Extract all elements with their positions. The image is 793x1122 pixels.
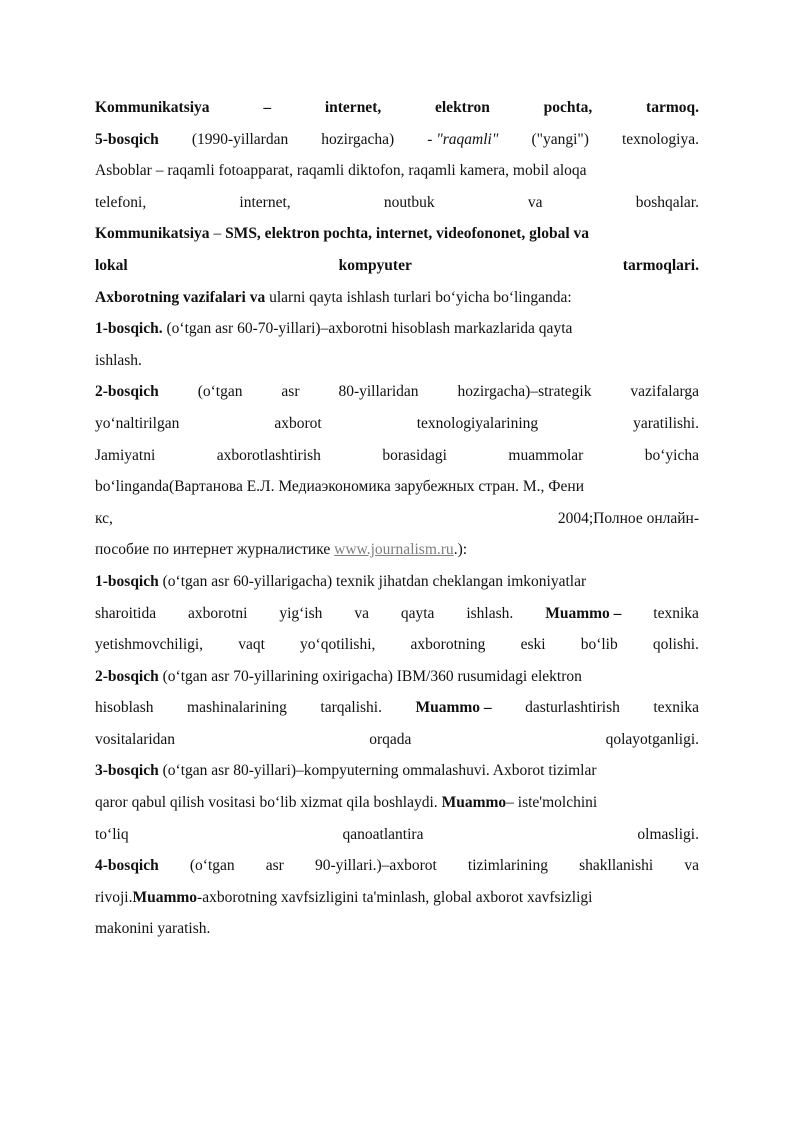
text-line xyxy=(95,692,699,724)
text-run: кс, xyxy=(95,509,113,527)
text-run: texnologiyalarining xyxy=(416,414,539,432)
document-body xyxy=(95,92,699,945)
bold-text: 4-bosqich xyxy=(95,857,159,875)
text-line xyxy=(95,534,699,566)
text-run: texnika xyxy=(653,699,699,717)
text-run: mashinalarining xyxy=(187,699,287,717)
text-run: ularni qayta ishlash turlari bo‘yicha bo‘linganda: xyxy=(265,288,572,306)
text-line xyxy=(95,440,699,472)
text-run: hozirgacha)–strategik xyxy=(457,383,592,401)
text-run: muammolar xyxy=(508,446,584,464)
text-run: .): xyxy=(453,541,468,559)
bold-text: kompyuter xyxy=(338,256,412,274)
text-run: qayta xyxy=(400,604,435,622)
text-line xyxy=(95,598,699,630)
text-run: eski xyxy=(520,636,546,654)
text-run: yo‘qotilishi, xyxy=(300,636,376,654)
text-run: axborotlashtirish xyxy=(216,446,321,464)
text-run: texnologiya. xyxy=(621,130,699,148)
text-run: qanoatlantira xyxy=(342,825,424,843)
text-run: (o‘tgan asr 60-yillarigacha) texnik jihatdan cheklangan imkoniyatlar xyxy=(158,572,587,590)
text-run: va xyxy=(354,604,369,622)
bold-text: lokal xyxy=(95,256,128,274)
bold-text: SMS, elektron pochta, internet, videofononet, global va xyxy=(225,225,590,243)
text-line xyxy=(95,819,699,851)
text-line xyxy=(95,376,699,408)
text-run: rivoji. xyxy=(95,888,133,906)
journalism-link[interactable]: www.journalism.ru xyxy=(334,541,454,559)
bold-text: – xyxy=(263,99,272,116)
text-run: yetishmovchiligi, xyxy=(95,636,204,654)
text-line xyxy=(95,471,699,503)
text-run: yig‘ish xyxy=(279,604,323,622)
text-run: asr xyxy=(281,383,300,401)
text-run: boshqalar. xyxy=(635,193,699,211)
bold-text: Kommunikatsiya xyxy=(95,225,210,243)
text-run: – xyxy=(209,225,226,243)
text-run: makonini yaratish. xyxy=(95,920,211,938)
text-run: (o‘tgan asr 80-yillari)–kompyuterning ommalashuvi. Axborot tizimlar xyxy=(158,762,597,780)
text-run: yo‘naltirilgan xyxy=(95,414,180,432)
text-run: qolishi. xyxy=(652,636,699,654)
text-line xyxy=(95,282,699,314)
text-run: hozirgacha) xyxy=(321,130,395,148)
text-run: tizimlarining xyxy=(467,857,548,875)
text-line xyxy=(95,92,699,124)
text-line xyxy=(95,850,699,882)
bold-text: 1-bosqich. xyxy=(95,320,163,338)
text-run: qolayotganligi. xyxy=(605,730,699,748)
bold-text: 5-bosqich xyxy=(95,130,159,148)
bold-text: 2-bosqich xyxy=(95,667,159,685)
bold-text: Muammo – xyxy=(545,604,622,622)
text-run: va xyxy=(684,857,699,875)
text-line xyxy=(95,882,699,914)
bold-text: elektron xyxy=(435,99,490,116)
text-run: dasturlashtirish xyxy=(525,699,620,717)
text-run: 2004;Полное онлайн- xyxy=(557,509,699,527)
text-run: -axborotning xavfsizligini ta'minlash, global axborot xavfsizligi xyxy=(197,888,593,906)
text-run: shakllanishi xyxy=(579,857,654,875)
text-line xyxy=(95,124,699,156)
text-run: 80-yillaridan xyxy=(338,383,419,401)
text-line xyxy=(95,408,699,440)
text-line xyxy=(95,503,699,535)
bold-text: 2-bosqich xyxy=(95,383,159,401)
text-run: to‘liq xyxy=(95,825,129,843)
text-run: internet, xyxy=(239,193,291,211)
text-run: vositalaridan xyxy=(95,730,176,748)
text-line xyxy=(95,345,699,377)
text-run: olmasligi. xyxy=(637,825,699,843)
text-line xyxy=(95,187,699,219)
text-run: ("yangi") xyxy=(531,130,589,148)
bold-text: Muammo xyxy=(132,888,198,906)
text-run: 90-yillari.)–axborot xyxy=(314,857,437,875)
text-line xyxy=(95,629,699,661)
text-line xyxy=(95,566,699,598)
text-run: – iste'molchini xyxy=(506,794,598,812)
bold-text: tarmoqlari. xyxy=(622,256,699,274)
text-run: (o‘tgan asr 70-yillarining oxirigacha) IBM/360 rusumidagi elektron xyxy=(158,667,582,685)
bold-text: 1-bosqich xyxy=(95,572,159,590)
text-line xyxy=(95,787,699,819)
text-run: (o‘tgan xyxy=(197,383,243,401)
text-run: - "raqamli" xyxy=(427,130,499,148)
text-run: ishlash. xyxy=(95,351,142,369)
text-run: yaratilishi. xyxy=(633,414,699,432)
text-run: hisoblash xyxy=(95,699,154,717)
text-run: (1990-yillardan xyxy=(191,130,289,148)
text-run: ishlash. xyxy=(466,604,514,622)
text-run: axborotning xyxy=(410,636,486,654)
bold-text: Muammo – xyxy=(415,699,492,717)
bold-text: Kommunikatsiya xyxy=(95,99,210,116)
text-run: qaror qabul qilish vositasi bo‘lib xizmat qila boshlaydi. xyxy=(95,794,442,812)
text-run: tarqalishi. xyxy=(320,699,382,717)
text-line xyxy=(95,661,699,693)
text-line xyxy=(95,250,699,282)
text-run: Asboblar – raqamli fotoapparat, raqamli diktofon, raqamli kamera, mobil aloqa xyxy=(95,162,587,180)
text-run: noutbuk xyxy=(383,193,435,211)
bold-text: 3-bosqich xyxy=(95,762,159,780)
text-line xyxy=(95,755,699,787)
text-line xyxy=(95,155,699,187)
text-run: пособие по интернет журналистике xyxy=(95,541,335,559)
text-line xyxy=(95,218,699,250)
text-line xyxy=(95,913,699,945)
text-run: va xyxy=(527,193,543,211)
text-run: (o‘tgan xyxy=(189,857,235,875)
bold-text: internet, xyxy=(324,99,382,116)
text-line xyxy=(95,313,699,345)
text-run: orqada xyxy=(369,730,412,748)
bold-text: Muammo xyxy=(441,794,507,812)
bold-text: tarmoq. xyxy=(646,99,699,116)
text-run: texnika xyxy=(653,604,699,622)
text-run: (o‘tgan asr 60-70-yillari)–axborotni hisoblash markazlarida qayta xyxy=(162,320,573,338)
text-run: axborot xyxy=(274,414,322,432)
text-line xyxy=(95,724,699,756)
bold-text: Axborotning vazifalari va xyxy=(95,288,266,306)
bold-text: pochta, xyxy=(543,99,593,116)
text-run: vazifalarga xyxy=(630,383,699,401)
text-run: axborotni xyxy=(188,604,248,622)
text-run: borasidagi xyxy=(382,446,447,464)
text-run: sharoitida xyxy=(95,604,157,622)
text-run: Jamiyatni xyxy=(95,446,156,464)
text-run: bo‘yicha xyxy=(644,446,699,464)
text-run: bo‘linganda(Вартанова Е.Л. Медиаэкономика зарубежных стран. М., Фени xyxy=(95,478,585,496)
text-run: asr xyxy=(265,857,284,875)
text-run: bo‘lib xyxy=(580,636,618,654)
text-run: telefoni, xyxy=(95,193,147,211)
text-run: vaqt xyxy=(238,636,265,654)
